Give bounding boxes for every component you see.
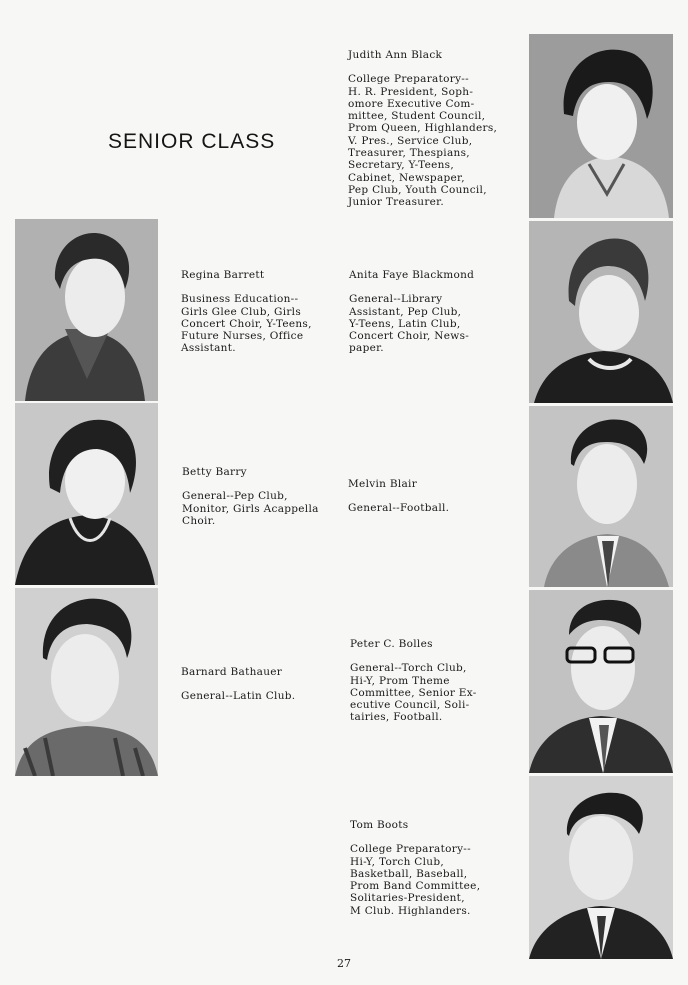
student-entry [348, 478, 518, 515]
portrait-photo-tom-boots [529, 776, 673, 959]
student-name: Tom Boots [350, 819, 409, 831]
portrait-photo-melvin-blair [529, 406, 673, 587]
page-number: 27 [337, 957, 351, 970]
student-activities: General--Latin Club. [181, 690, 296, 703]
portrait-photo-regina-barrett [15, 219, 158, 401]
portrait-photo-anita-faye-blackmond [529, 221, 673, 403]
student-activities: General--Pep Club, Monitor, Girls Acappella Choir. [182, 490, 319, 527]
student-name: Peter C. Bolles [350, 638, 433, 650]
student-name: Melvin Blair [348, 478, 418, 490]
student-entry [181, 666, 341, 703]
student-activities: General--Football. [348, 502, 450, 515]
portrait-photo-peter-c-bolles [529, 590, 673, 773]
student-name: Anita Faye Blackmond [349, 269, 475, 281]
portrait-photo-judith-ann-black [529, 34, 673, 218]
student-entry [348, 49, 518, 209]
student-entry [350, 638, 520, 724]
portrait-photo-barnard-bathauer [15, 588, 158, 776]
student-activities: College Preparatory-- Hi-Y, Torch Club, Basketball, Baseball, Prom Band Committee, Solitaries-President, M Club. Highlanders. [350, 843, 481, 917]
student-activities: College Preparatory-- H. R. President, Soph- omore Executive Com- mittee, Student Council, Prom Queen, Highlanders, V. Pres., Service Club, Treasurer, Thespians, Secretary, Y-Teens, Cabinet, Newspaper, Pep Club, Youth Council, Junior Treasurer. [348, 73, 498, 209]
student-entry [350, 819, 520, 917]
student-activities: Business Education-- Girls Glee Club, Girls Concert Choir, Y-Teens, Future Nurses, Office Assistant. [181, 293, 312, 355]
student-entry [181, 269, 341, 355]
portrait-photo-betty-barry [15, 403, 158, 585]
student-name: Regina Barrett [181, 269, 265, 281]
student-activities: General--Library Assistant, Pep Club, Y-Teens, Latin Club, Concert Choir, News- paper. [349, 293, 470, 355]
page-title: SENIOR CLASS [108, 130, 276, 153]
student-entry [182, 466, 342, 527]
student-entry [349, 269, 519, 355]
student-name: Barnard Bathauer [181, 666, 283, 678]
student-name: Betty Barry [182, 466, 247, 478]
student-name: Judith Ann Black [348, 49, 443, 61]
student-activities: General--Torch Club, Hi-Y, Prom Theme Committee, Senior Ex- ecutive Council, Soli- tairies, Football. [350, 662, 477, 724]
